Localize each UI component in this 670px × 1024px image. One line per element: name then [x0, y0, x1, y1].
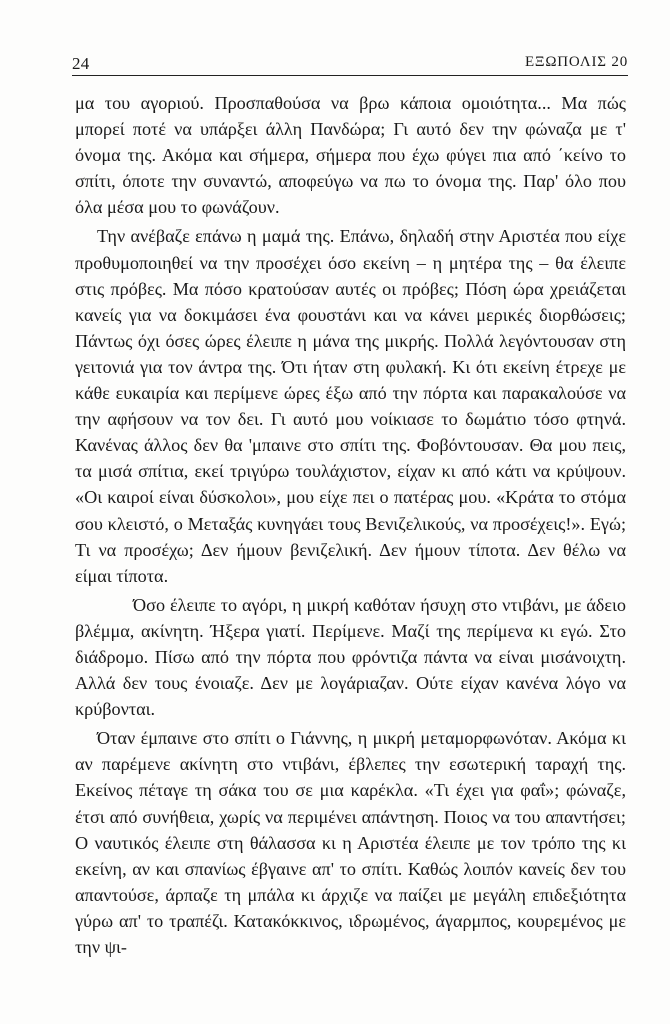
header-rule [72, 75, 628, 76]
paragraph-4: Όταν έμπαινε στο σπίτι ο Γιάννης, η μικρή μεταμορφωνόταν. Ακόμα κι αν παρέμενε ακίνητη στο ντιβάνι, έβλεπες την εσωτερική ταραχή της. Εκείνος πέταγε τη σάκα του σε μια καρέκλα. «Τι έχει για φαΐ»; φώναζε, έτσι από συνήθεια, χωρίς να περιμένει απάντηση. Ποιος να του απαντήσει; Ο ναυτικός έλειπε στη θάλασσα κι η Αριστέα έλειπε με τον τρόπο της κι εκείνη, αν και σπανίως έβγαινε απ' το σπίτι. Καθώς λοιπόν κανείς δεν του απαντούσε, άρπαζε τη μπάλα κι άρχιζε να παίζει με μεγάλη επιδεξιότητα γύρω απ' το τραπέζι. Κατακόκκινος, ιδρωμένος, άγαρμπος, κουρεμένος με την ψι- [75, 728, 626, 957]
paragraph-2: Την ανέβαζε επάνω η μαμά της. Επάνω, δηλαδή στην Αριστέα που είχε προθυμοποιηθεί να την προσέχει όσο εκείνη – η μητέρα της – θα έλειπε στις πρόβες. Μα πόσο κρατούσαν αυτές οι πρόβες; Πόση ώρα χρειάζεται κανείς για να δοκιμάσει ένα φουστάνι και να κάνει μερικές διορθώσεις; Πάντως όχι όσες ώρες έλειπε η μάνα της μικρής. Πολλά λεγόντουσαν στη γειτονιά για τον άντρα της. Ότι ήταν στη φυλακή. Κι ότι εκείνη έτρεχε με κάθε ευκαιρία και περίμενε ώρες έξω από την πόρτα και παρακαλούσε να την αφήσουν να τον δει. Γι αυτό μου νοίκιασε το δωμάτιο τόσο φτηνά. Κανένας άλλος δεν θα 'μπαινε στο σπίτι της. Φοβόντουσαν. Θα μου πεις, τα μισά σπίτια, εκεί τριγύρω τουλάχιστον, είχαν κι από κάτι να κρύψουν. «Οι καιροί είναι δύσκολοι», μου είχε πει ο πατέρας μου. «Κράτα το στόμα σου κλειστό, ο Μεταξάς κυνηγάει τους Βενιζελικούς, να προσέχεις!». Εγώ; Τι να προσέχω; Δεν ήμουν βενιζελική. Δεν ήμουν τίποτα. Δεν θέλω να είμαι τίποτα. [75, 226, 626, 586]
body-text [75, 90, 626, 963]
paragraph-3: Όσο έλειπε το αγόρι, η μικρή καθόταν ήσυχη στο ντιβάνι, με άδειο βλέμμα, ακίνητη. Ήξερα γιατί. Περίμενε. Μαζί της περίμενα κι εγώ. Στο διάδρομο. Πίσω από την πόρτα που φρόντιζα πάντα να είναι μισάνοιχτη. Αλλά δεν τους ένοιαζε. Δεν με λογάριαζαν. Ούτε είχαν κανένα λόγο να κρύβονται. [75, 594, 626, 720]
page-header [72, 54, 628, 76]
paragraph-1: μα του αγοριού. Προσπαθούσα να βρω κάποια ομοιότητα... Μα πώς μπορεί ποτέ να υπάρξει άλλη Πανδώρα; Γι αυτό δεν την φώναζα με τ' όνομα της. Ακόμα και σήμερα, σήμερα που έχω φύγει πια από ΄κείνο το σπίτι, όποτε την συναντώ, αποφεύγω να πω το όνομα της. Παρ' όλο που όλα μέσα μου το φωνάζουν. [75, 93, 626, 218]
running-head: ΕΞΩΠΟΛΙΣ 20 [524, 54, 628, 70]
page-number: 24 [72, 54, 90, 73]
